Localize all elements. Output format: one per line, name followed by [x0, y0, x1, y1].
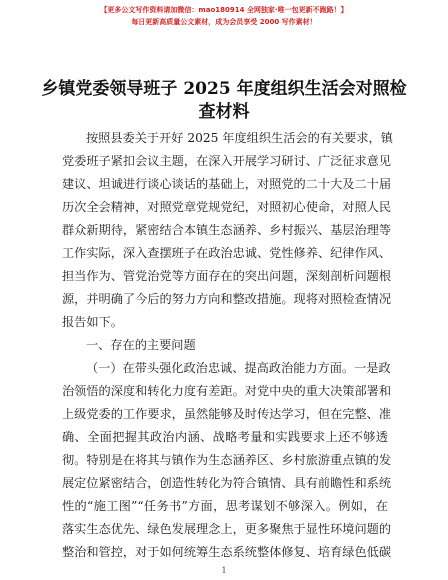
body-text-line: 建议、坦诚进行谈心谈话的基础上，对照党的二十大及二十届	[62, 177, 392, 191]
body-text-line: 党委班子紧扣会议主题，在深入开展学习研讨、广泛征求意见	[62, 154, 392, 168]
body-text-line: 展定位紧密结合，创造性转化为符合镇情、具有前瞻性和系统	[62, 476, 392, 490]
body-text-line: 落实生态优先、绿色发展理念上，更多聚焦于显性环境问题的	[62, 522, 392, 536]
body-text-line: （一）在带头强化政治忠诚、提高政治能力方面。一是政	[86, 361, 391, 375]
body-text-line: 整治和管控，对于如何统筹生态系统整体修复、培育绿色低碳	[62, 545, 392, 559]
body-text-line: 上级党委的工作要求，虽然能够及时传达学习，但在完整、准	[62, 407, 392, 421]
body-text-line: 治领悟的深度和转化力度有差距。对党中央的重大决策部署和	[62, 384, 392, 398]
promo-banner-line: 【更多公文写作资料请加微信：mao180914 全网独家·唯一包更新不跑路！】	[100, 6, 348, 14]
body-text-line: 彻。特别是在将其与镇作为生态涵养区、乡村旅游重点镇的发	[62, 453, 392, 467]
body-text-line: 性的“施工图”“任务书”方面，思考谋划不够深入。例如，在	[62, 499, 388, 513]
page-number: 1	[221, 566, 227, 575]
body-text-line: 确、全面把握其政治内涵、战略考量和实践要求上还不够透	[62, 430, 388, 444]
body-text-line: 群众新期待，紧密结合本镇生态涵养、乡村振兴、基层治理等	[62, 223, 392, 237]
body-text-line: 历次全会精神，对照党章党规党纪，对照初心使命，对照人民	[62, 200, 392, 214]
body-text-line: 工作实际，深入查摆班子在政治忠诚、党性修养、纪律作风、	[62, 246, 392, 260]
document-title-continued: 查材料	[198, 102, 250, 122]
section-heading: 一、存在的主要问题	[86, 338, 196, 352]
body-text-line: 按照县委关于开好 2025 年度组织生活会的有关要求，镇	[86, 131, 393, 145]
body-text-line: 源，并明确了今后的努力方向和整改措施。现将对照检查情况	[62, 292, 392, 306]
promo-banner-subline: 每日更新高质量公文素材，成为会员享受 2000 写作素材！	[131, 18, 317, 26]
body-text-line: 报告如下。	[62, 315, 123, 329]
document-title: 乡镇党委领导班子 2025 年度组织生活会对照检	[41, 79, 407, 99]
body-text-line: 担当作为、管党治党等方面存在的突出问题，深刻剖析问题根	[62, 269, 392, 283]
